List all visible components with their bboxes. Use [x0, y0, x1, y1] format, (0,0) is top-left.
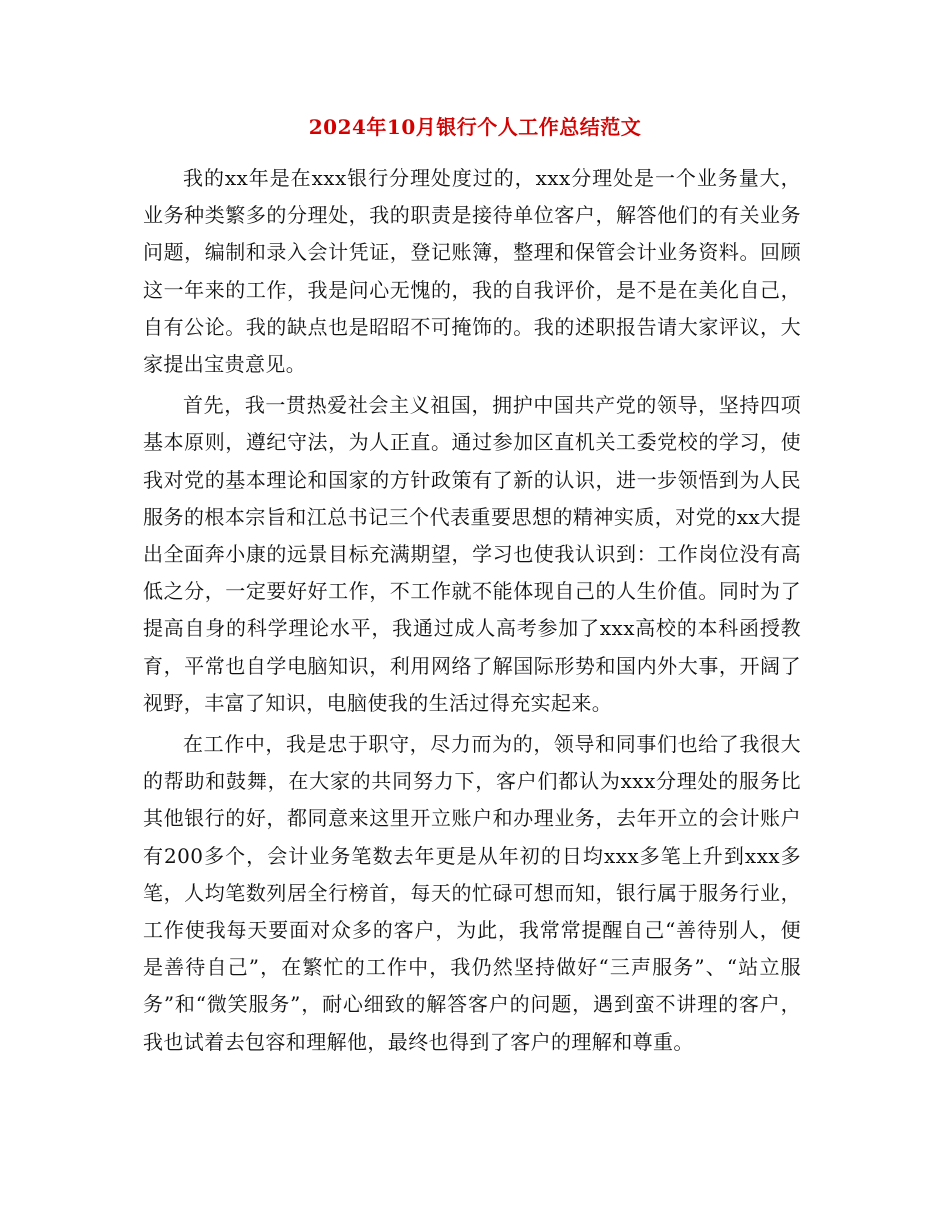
paragraph-1: 我的xx年是在xxx银行分理处度过的，xxx分理处是一个业务量大，业务种类繁多的分理处，我的职责是接待单位客户，解答他们的有关业务问题，编制和录入会计凭证，登记账簿，整理和保管会计业务资料。回顾这一年来的工作，我是问心无愧的，我的自我评价，是不是在美化自己，自有公论。我的缺点也是昭昭不可掩饰的。我的述职报告请大家评议，大家提出宝贵意见。 — [143, 166, 801, 377]
paragraph-3: 在工作中，我是忠于职守，尽力而为的，领导和同事们也给了我很大的帮助和鼓舞，在大家的共同努力下，客户们都认为xxx分理处的服务比其他银行的好，都同意来这里开立账户和办理业务，去年开立的会计账户有200多个，会计业务笔数去年更是从年初的日均xxx多笔上升到xxx多笔，人均笔数列居全行榜首，每天的忙碌可想而知，银行属于服务行业，工作使我每天要面对众多的客户，为此，我常常提醒自己“善待别人，便是善待自己”，在繁忙的工作中，我仍然坚持做好“三声服务”、“站立服务”和“微笑服务”，耐心细致的解答客户的问题，遇到蛮不讲理的客户，我也试着去包容和理解他，最终也得到了客户的理解和尊重。 — [143, 732, 801, 1054]
document-title: 2024年10月银行个人工作总结范文 — [308, 115, 642, 139]
document-body — [143, 160, 801, 1065]
paragraph-2: 首先，我一贯热爱社会主义祖国，拥护中国共产党的领导，坚持四项基本原则，遵纪守法，为人正直。通过参加区直机关工委党校的学习，使我对党的基本理论和国家的方针政策有了新的认识，进一步领悟到为人民服务的根本宗旨和江总书记三个代表重要思想的精神实质，对党的xx大提出全面奔小康的远景目标充满期望，学习也使我认识到：工作岗位没有高低之分，一定要好好工作，不工作就不能体现自己的人生价值。同时为了提高自身的科学理论水平，我通过成人高考参加了xxx高校的本科函授教育，平常也自学电脑知识，利用网络了解国际形势和国内外大事，开阔了视野，丰富了知识，电脑使我的生活过得充实起来。 — [143, 393, 801, 715]
